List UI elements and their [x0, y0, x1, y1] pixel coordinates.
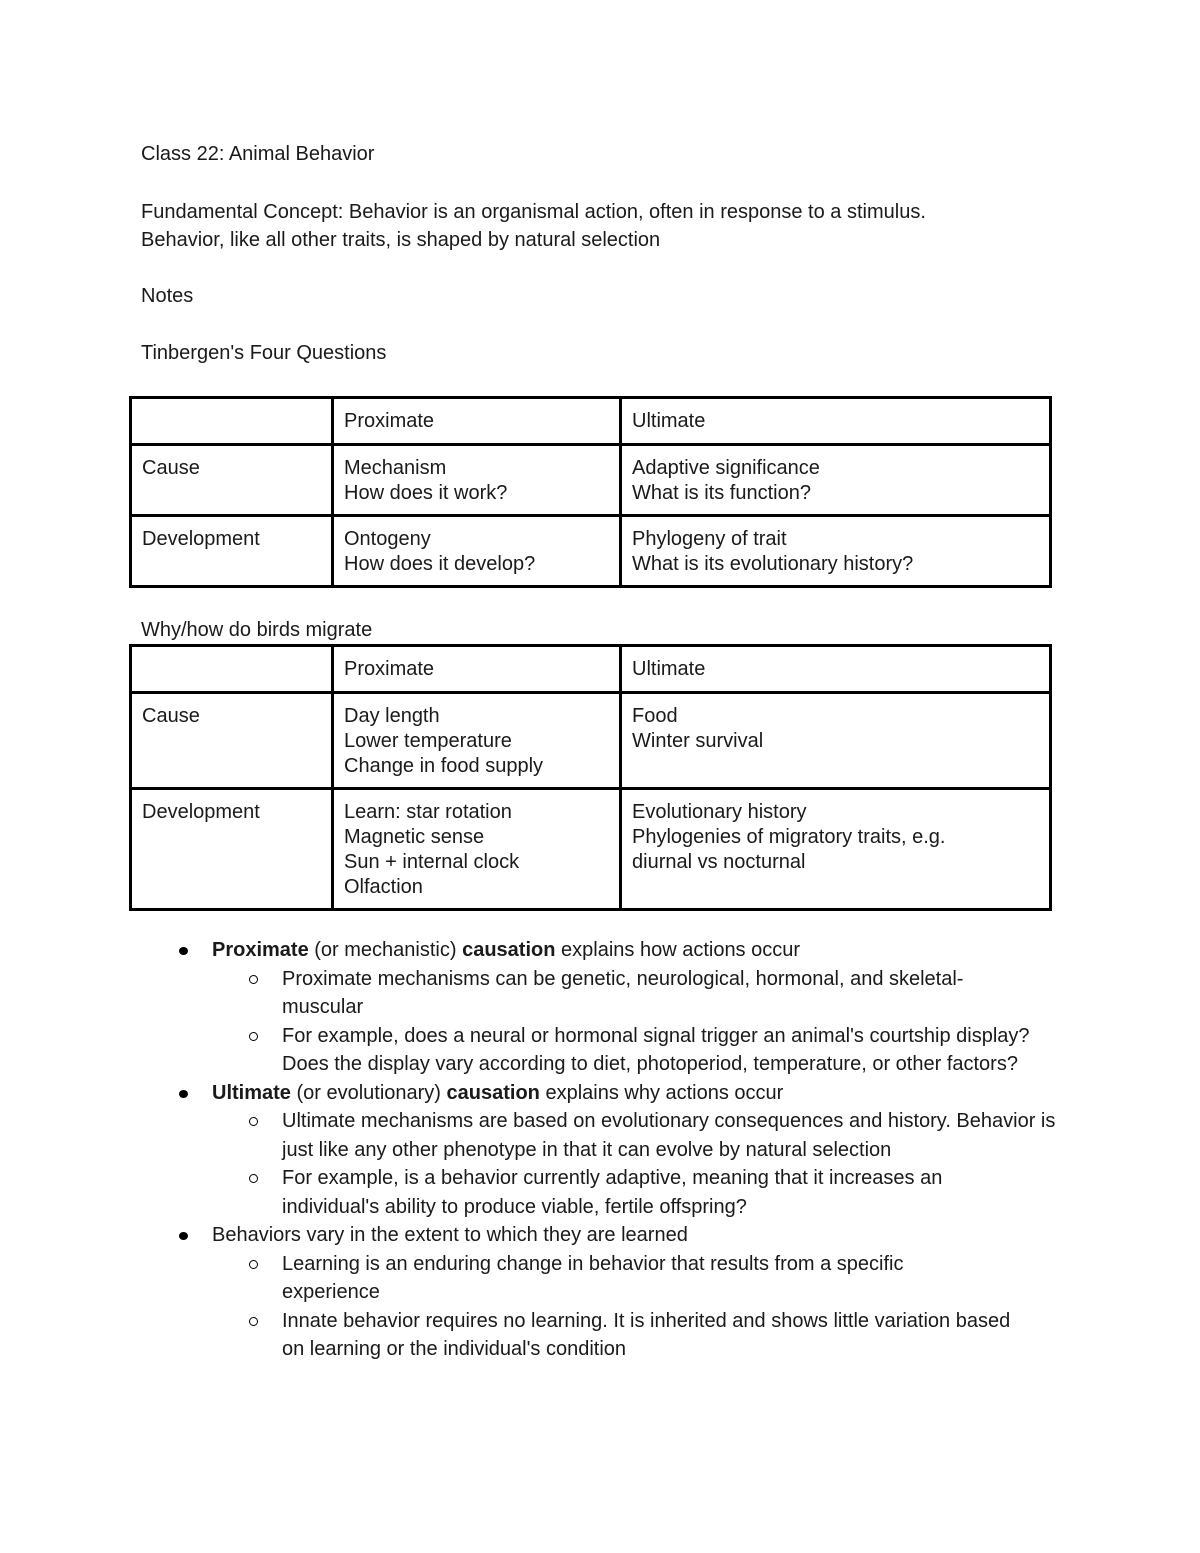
sub-list	[212, 1250, 1200, 1364]
row-label: Cause	[131, 693, 333, 789]
table-header-cell-ultimate: Ultimate	[621, 398, 1051, 445]
fundamental-concept-line-1: Fundamental Concept: Behavior is an organismal action, often in response to a stimulus.	[141, 201, 926, 223]
cell-line: Sun + internal clock	[344, 851, 520, 873]
bullet-text: explains how actions occur	[555, 939, 801, 961]
ultimate-cell	[621, 516, 1051, 587]
notes-bullet-list	[0, 936, 1200, 1364]
bold-term: Proximate	[212, 939, 309, 961]
proximate-cell	[333, 445, 621, 516]
row-label: Development	[131, 789, 333, 910]
list-item-learned	[0, 1221, 1200, 1364]
bullet-text: Behaviors vary in the extent to which they are learned	[212, 1224, 688, 1246]
notes-label: Notes	[141, 285, 194, 307]
bullet-text: explains why actions occur	[539, 1081, 784, 1104]
cell-line: Change in food supply	[344, 755, 544, 777]
bold-term: causation	[462, 939, 556, 961]
table-header-cell-empty	[131, 646, 333, 693]
hollow-bullet-icon	[249, 1317, 258, 1326]
ultimate-cell	[621, 693, 1051, 789]
cell-line: What is its function?	[632, 482, 811, 504]
cell-line: Phylogenies of migratory traits, e.g.	[632, 826, 946, 848]
proximate-cell	[333, 789, 621, 910]
bullet-text: (or mechanistic)	[308, 939, 463, 961]
cell-line: Olfaction	[344, 876, 423, 898]
bullet-lead-text	[212, 1079, 1200, 1108]
sub-item-text: For example, is a behavior currently adaptive, meaning that it increases an individual's ability to produce viable, fertile offspring?	[282, 1167, 943, 1218]
hollow-bullet-icon	[249, 1174, 258, 1183]
sub-list-item	[212, 1250, 1200, 1307]
bullet-lead-text	[212, 1221, 1200, 1250]
row-label: Development	[131, 516, 333, 587]
hollow-bullet-icon	[249, 1117, 258, 1126]
migration-table	[129, 644, 1052, 911]
table-row-cause	[131, 693, 1051, 789]
tinbergen-heading: Tinbergen's Four Questions	[141, 342, 387, 364]
cell-line: diurnal vs nocturnal	[632, 851, 806, 873]
sub-item-text: Innate behavior requires no learning. It is inherited and shows little variation based on learning or the individual's condition	[282, 1309, 1011, 1360]
bullet-dot-icon	[179, 947, 188, 955]
row-label: Cause	[131, 445, 333, 516]
ultimate-cell	[621, 445, 1051, 516]
proximate-cell	[333, 516, 621, 587]
sub-item-text: Proximate mechanisms can be genetic, neurological, hormonal, and skeletal-muscular	[282, 967, 964, 1018]
sub-item-text: Learning is an enduring change in behavior that results from a specific experience	[282, 1252, 904, 1303]
sub-list-item	[212, 1107, 1200, 1164]
table-header-row	[131, 646, 1051, 693]
table-row-cause	[131, 445, 1051, 516]
sub-list-item	[212, 1164, 1200, 1221]
table-header-cell-ultimate: Ultimate	[621, 646, 1051, 693]
table-header-cell-proximate: Proximate	[333, 646, 621, 693]
bullet-text: (or evolutionary)	[290, 1081, 447, 1104]
cell-line: Magnetic sense	[344, 826, 485, 848]
bold-term: causation	[446, 1081, 540, 1104]
proximate-cell	[333, 693, 621, 789]
table-header-cell-empty	[131, 398, 333, 445]
sub-list-item	[212, 1022, 1200, 1079]
fundamental-concept-line-2: Behavior, like all other traits, is shaped by natural selection	[141, 229, 661, 251]
cell-line: Evolutionary history	[632, 801, 807, 823]
cell-line: Phylogeny of trait	[632, 528, 787, 550]
cell-line: How does it work?	[344, 482, 508, 504]
list-item-proximate	[0, 936, 1200, 1079]
list-item-ultimate	[0, 1079, 1200, 1222]
ultimate-cell	[621, 789, 1051, 910]
table-header-row	[131, 398, 1051, 445]
cell-line: Day length	[344, 705, 440, 727]
sub-item-text: For example, does a neural or hormonal signal trigger an animal's courtship display? Does the display vary according to diet, photoperiod, temperature, or other factors?	[282, 1024, 1030, 1075]
tinbergen-table	[129, 396, 1052, 588]
page-title: Class 22: Animal Behavior	[141, 143, 375, 165]
hollow-bullet-icon	[249, 975, 258, 984]
hollow-bullet-icon	[249, 1260, 258, 1269]
sub-list-item	[212, 1307, 1200, 1364]
hollow-bullet-icon	[249, 1032, 258, 1041]
bullet-dot-icon	[179, 1090, 188, 1098]
sub-list	[212, 1107, 1200, 1221]
cell-line: Adaptive significance	[632, 457, 820, 479]
cell-line: How does it develop?	[344, 553, 536, 575]
sub-item-text: Ultimate mechanisms are based on evolutionary consequences and history. Behavior is just like any other phenotype in that it can evolve by natural selection	[282, 1110, 1056, 1161]
cell-line: Winter survival	[632, 730, 764, 752]
bold-term: Ultimate	[212, 1081, 291, 1104]
cell-line: Lower temperature	[344, 730, 512, 752]
cell-line: Learn: star rotation	[344, 801, 512, 823]
table-header-cell-proximate: Proximate	[333, 398, 621, 445]
migrate-heading: Why/how do birds migrate	[141, 619, 373, 641]
bullet-lead-text	[212, 936, 1200, 965]
sub-list-item	[212, 965, 1200, 1022]
sub-list	[212, 965, 1200, 1079]
cell-line: Ontogeny	[344, 528, 431, 550]
bullet-dot-icon	[179, 1232, 188, 1240]
table-row-development	[131, 516, 1051, 587]
table-row-development	[131, 789, 1051, 910]
cell-line: Mechanism	[344, 457, 447, 479]
cell-line: What is its evolutionary history?	[632, 553, 914, 575]
cell-line: Food	[632, 705, 678, 727]
